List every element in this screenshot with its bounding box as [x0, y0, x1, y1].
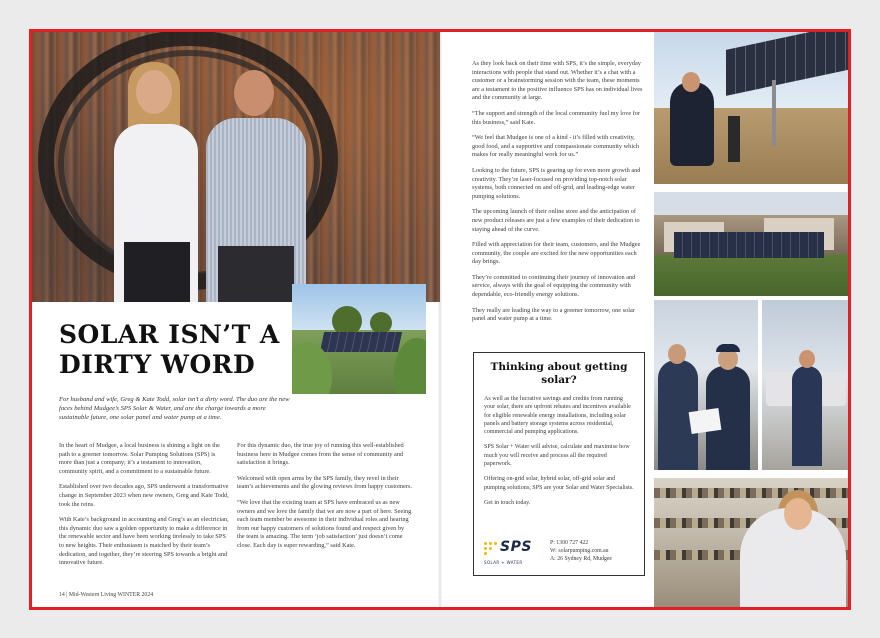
body-column-3 [472, 60, 644, 331]
magazine-spread [32, 32, 848, 607]
photo-technician-with-ute [762, 300, 848, 470]
page-frame [29, 29, 851, 610]
solar-farm-photo [292, 284, 426, 394]
paragraph: As they look back on their time with SPS, it’s the simple, everyday interactions with people that stand out. Whether it’s a chat with a customer or a brainstorming session with the team, these moments are a testament to the positive influence SPS has on individual lives and the community at large. [472, 60, 643, 102]
paragraph: “We feel that Mudgee is one of a kind - it’s filled with creativity, good food, and a supportive and compassionate community which makes for really meaningful work for us.” [472, 134, 640, 159]
photo-solar-pump-installation [654, 32, 848, 184]
paragraph: In the heart of Mudgee, a local business is shining a light on the path to a greener tomorrow. Solar Pumping Solutions (SPS) is more than just a company; it’s a testament to innovation, community spirit, and a commitment to a sustainable future. [59, 442, 220, 475]
paragraph: Established over two decades ago, SPS underwent a transformative change in September 2023 when new owners, Greg and Kate Todd, took the reins. [59, 483, 229, 508]
body-column-1 [59, 442, 229, 575]
paragraph: Welcomed with open arms by the SPS family, they revel in their team’s achievements and the glowing reviews from happy customers. [237, 474, 413, 491]
page-gutter [438, 32, 442, 607]
article-headline: SOLAR ISN’T A DIRTY WORD [59, 320, 280, 379]
page-footer: 14 | Mid-Western Living WINTER 2024 [59, 592, 154, 598]
photo-staff-in-warehouse [654, 478, 848, 607]
paragraph: The upcoming launch of their online store and the anticipation of new product releases are just a few examples of their dedication to staying ahead of the curve. [472, 208, 640, 233]
body-column-2 [237, 442, 413, 558]
logo-wordmark: SPS [500, 539, 532, 555]
callout-paragraph: Offering on-grid solar, hybrid solar, off-grid solar and pumping solutions, SPS are your Solar and Water Specialists. [484, 476, 634, 491]
paragraph: “The support and strength of the local community fuel my love for this business,” said Kate. [472, 109, 641, 126]
photo-rooftop-solar-homes [654, 192, 848, 296]
sun-dots-icon [484, 542, 498, 556]
contact-row [484, 539, 636, 569]
paragraph: With Kate’s background in accounting and Greg’s as an electrician, this dynamic duo saw a golden opportunity to make a difference in the renewable sector and have been working tirelessly to take SPS to new heights. Their enthusiasm is matched by their team’s dedication, and together, they’re steering SPS towards a bright and innovative future. [59, 516, 229, 567]
article-intro: For husband and wife, Greg & Kate Todd, solar isn’t a dirty word. The duo are the new faces behind Mudgee’s SPS Solar & Water, and are the charge towards a more sustainable future, one solar panel and water pump at a time. [59, 396, 290, 421]
contact-address: A: 26 Sydney Rd, Mudgee [550, 556, 612, 562]
paragraph: Looking to the future, SPS is gearing up for even more growth and creativity. They’re laser-focused on providing top-notch solar systems, both connected on and off-grid, and leading-edge water pumping solutions. [472, 166, 641, 200]
callout-title: Thinking about getting solar? [490, 361, 628, 386]
callout-paragraph: Get in touch today. [484, 499, 531, 506]
paragraph: They’re committed to continuing their journey of innovation and service, always with the goal of equipping the community with dependable, eco-friendly energy solutions. [472, 273, 636, 299]
photo-team-reviewing-plans [654, 300, 758, 470]
paragraph: Filled with appreciation for their team, customers, and the Mudgee community, the couple are excited for the new opportunities each day brings. [472, 241, 641, 266]
paragraph: “We love that the existing team at SPS have embraced us as new owners and we love the family that we are now a part of here. Seeing each team member be awesome in their individual roles and hearing from our happy customers of solutions found and respect given by the team is amazing. The term ‘job satisfaction’ just doesn’t come close. Each day is super rewarding,” said Kate. [237, 498, 412, 549]
paragraph: They really are leading the way to a greener tomorrow, one solar panel and water pump at a time. [472, 306, 635, 323]
hero-photo-greg-and-kate [32, 32, 440, 302]
sps-logo [484, 539, 544, 569]
contact-details [550, 539, 612, 563]
callout-paragraph: SPS Solar + Water will advise, calculate and maximise how much you will receive and process all the required paperwork. [484, 444, 630, 468]
left-page [32, 32, 440, 607]
contact-phone: P: 1300 727 422 [550, 540, 589, 546]
paragraph: For this dynamic duo, the true joy of running this well-established business here in Mudgee comes from the sense of community and satisfaction it brings. [237, 442, 404, 467]
contact-website: W: solarpumping.com.au [550, 548, 609, 554]
solar-callout-box [473, 352, 645, 576]
person-greg [196, 32, 316, 302]
callout-paragraph: As well as the lucrative savings and credits from running your solar, there are upfront rebates and incentives available for eligible renewable energy installations, including solar panels and battery storage systems across residential, commercial and pumping applications. [484, 396, 631, 436]
logo-tagline: SOLAR + WATER [484, 560, 523, 565]
